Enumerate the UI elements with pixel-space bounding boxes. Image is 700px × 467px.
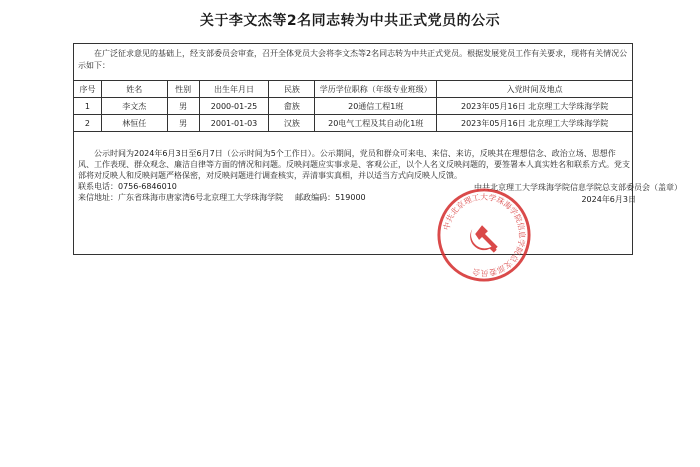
header-cell: 姓名 bbox=[101, 81, 167, 98]
cell-birthdate: 2000-01-25 bbox=[199, 98, 269, 115]
seal-text: 中共北京理工大学珠海学院信息学院总支部委员会 bbox=[441, 192, 527, 278]
intro-text: 在广泛征求意见的基础上，经支部委员会审查，召开全体党员大会将李文杰等2名同志转为中共正式党员。根据发展党员工作有关要求，现将有关情况公示如下： bbox=[78, 49, 628, 70]
intro-paragraph bbox=[78, 48, 628, 72]
notice-paragraph bbox=[78, 148, 630, 181]
cell-ethnicity: 畲族 bbox=[269, 98, 315, 115]
table-header-row bbox=[74, 81, 633, 98]
table-row bbox=[74, 115, 633, 132]
cell-gender: 男 bbox=[167, 115, 199, 132]
cell-class: 20通信工程1班 bbox=[315, 98, 437, 115]
notice-frame bbox=[73, 43, 633, 255]
cell-gender: 男 bbox=[167, 98, 199, 115]
signature-date: 2024年6月3日 bbox=[581, 195, 636, 204]
header-cell: 民族 bbox=[269, 81, 315, 98]
table-row bbox=[74, 98, 633, 115]
official-seal bbox=[435, 186, 533, 284]
header-cell: 出生年月日 bbox=[199, 81, 269, 98]
signature-org: 中共北京理工大学珠海学院信息学院总支部委员会（盖章） bbox=[474, 183, 682, 192]
header-cell: 序号 bbox=[74, 81, 102, 98]
cell-join-info: 2023年05月16日 北京理工大学珠海学院 bbox=[437, 98, 633, 115]
header-cell: 性别 bbox=[167, 81, 199, 98]
cell-name: 林恒任 bbox=[101, 115, 167, 132]
postcode-value: 519000 bbox=[335, 193, 366, 202]
cell-index: 2 bbox=[74, 115, 102, 132]
phone-label: 联系电话： bbox=[78, 182, 118, 191]
header-cell: 入党时间及地点 bbox=[437, 81, 633, 98]
seal-graphic bbox=[435, 186, 533, 284]
cell-index: 1 bbox=[74, 98, 102, 115]
members-table bbox=[73, 80, 633, 132]
cell-join-info: 2023年05月16日 北京理工大学珠海学院 bbox=[437, 115, 633, 132]
party-emblem-icon bbox=[470, 225, 498, 252]
header-cell: 学历学位职称（年级专业班级） bbox=[315, 81, 437, 98]
notice-text: 公示时间为2024年6月3日至6月7日（公示时间为5个工作日）。公示期间，党员和群众可来电、来信、来访，反映其在理想信念、政治立场、思想作风、工作表现、群众观念、廉洁自律等方面的情况和问题。反映问题应实事求是、客观公正，以个人名义反映问题的，要签署本人真实姓名和联系方式。党支部将对反映人和反映问题严格保密，对反映问题进行调查核实，弄清事实真相，并以适当方式向反映人反馈。 bbox=[78, 149, 630, 180]
cell-birthdate: 2001-01-03 bbox=[199, 115, 269, 132]
document-title: 关于李文杰等2名同志转为中共正式党员的公示 bbox=[199, 13, 501, 29]
cell-ethnicity: 汉族 bbox=[269, 115, 315, 132]
cell-class: 20电气工程及其自动化1班 bbox=[315, 115, 437, 132]
address-label: 来信地址： bbox=[78, 193, 118, 202]
cell-name: 李文杰 bbox=[101, 98, 167, 115]
postcode-label: 邮政编码： bbox=[295, 193, 336, 202]
phone-value: 0756-6846010 bbox=[118, 182, 177, 191]
address-value: 广东省珠海市唐家湾6号北京理工大学珠海学院 bbox=[118, 193, 284, 202]
